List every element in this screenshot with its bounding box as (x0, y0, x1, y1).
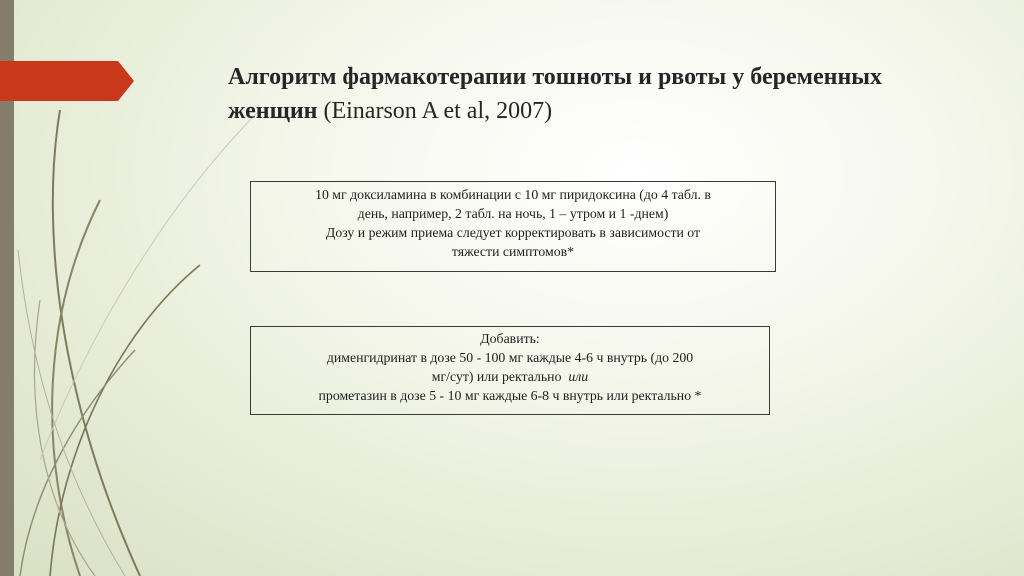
curve-line (53, 110, 140, 576)
box2-line-with-or (263, 367, 757, 386)
box1-line: Дозу и режим приема следует корректировать в зависимости от (325, 225, 701, 240)
box1-line: тяжести симптомов* (451, 244, 575, 259)
box1-line: день, например, 2 табл. на ночь, 1 – утром и 1 -днем) (357, 206, 669, 221)
slide-title (228, 60, 928, 128)
or-word: или (568, 369, 589, 384)
curve-line (20, 350, 135, 576)
box2-line: дименгидринат в дозе 50 - 100 мг каждые 4-6 ч внутрь (до 200 (326, 350, 694, 365)
curve-line (18, 250, 125, 576)
regimen-box-2 (250, 326, 770, 415)
box2-line2-text: мг/сут) или ректально (431, 369, 562, 384)
box2-heading: Добавить: (480, 331, 540, 346)
curve-line (50, 265, 200, 576)
box2-line: прометазин в дозе 5 - 10 мг каждые 6-8 ч внутрь или ректально * (318, 388, 702, 403)
title-citation: (Einarson A et al, 2007) (323, 98, 553, 124)
title-main: Алгоритм фармакотерапии тошноты и рвоты у беременных женщин (228, 64, 883, 124)
regimen-box-1 (250, 181, 776, 272)
box1-line: 10 мг доксиламина в комбинации с 10 мг пиридоксина (до 4 табл. в (315, 187, 711, 202)
red-arrow-shape (0, 61, 134, 101)
curve-line (40, 110, 260, 460)
